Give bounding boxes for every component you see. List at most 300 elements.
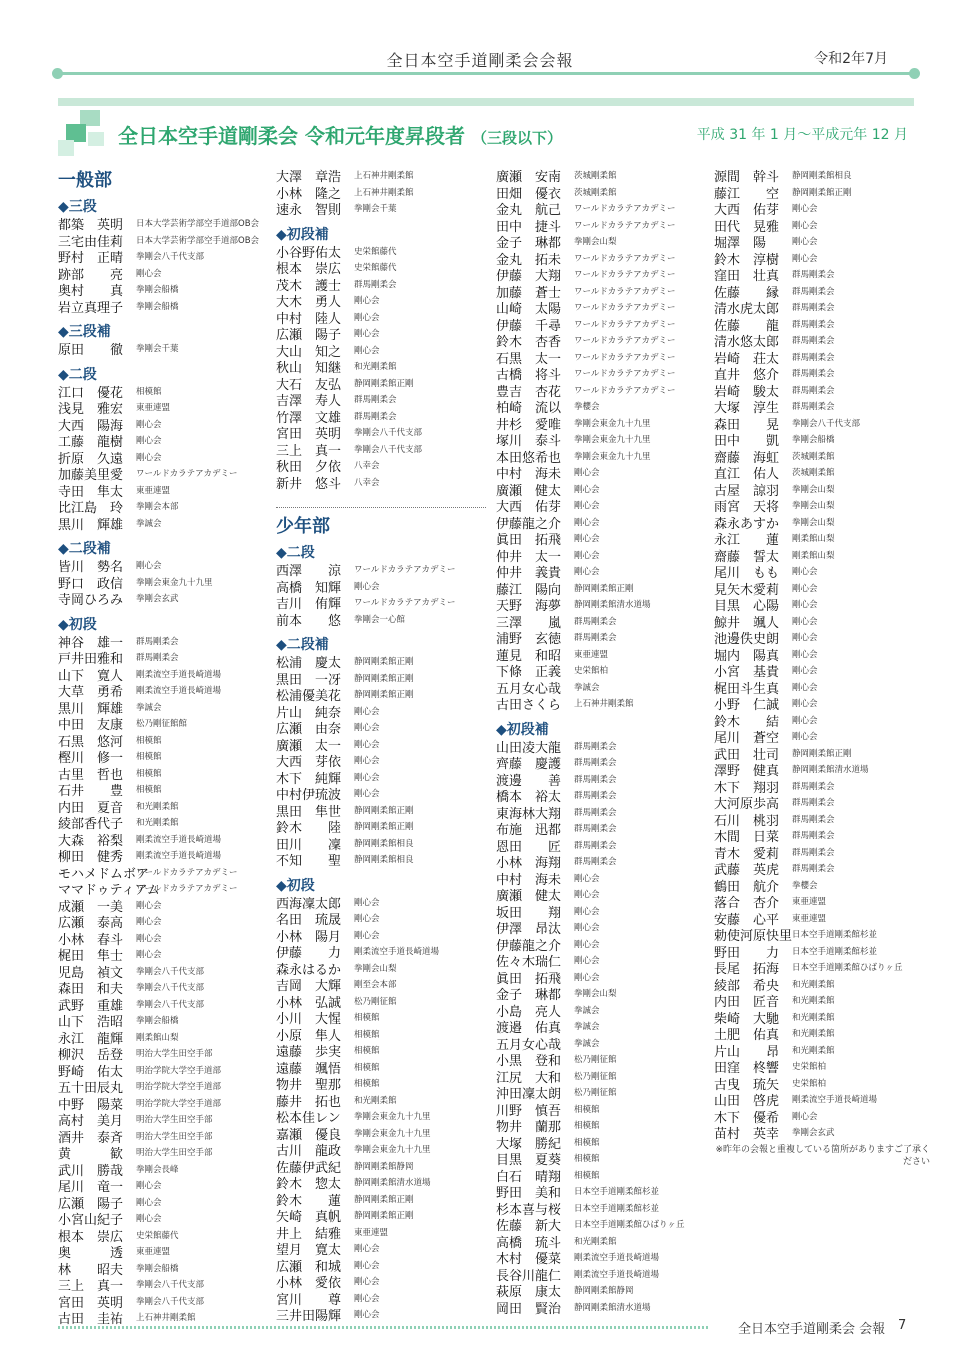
list-item [276,654,498,671]
person-name: 松本佳レン [276,1111,341,1126]
dojo-name: ワールドカラテアカデミー [574,204,676,214]
person-name: 下條 正義 [496,665,562,680]
person-name: 中村 海未 [496,872,562,887]
person-name: 天野 海夢 [496,599,562,614]
person-name: 山下 浩昭 [58,1015,124,1030]
main-title-text: 全日本空手道剛柔会 令和元年度昇段者 [118,124,465,148]
list-item [58,997,280,1014]
person-name: 古川 龍政 [276,1144,342,1159]
person-name: 吉澤 寿人 [276,394,342,409]
dojo-name: 剛心会 [792,666,818,676]
list-item [714,432,936,449]
person-name: 野村 正晴 [58,251,124,266]
list-item [276,1225,498,1242]
list-item [58,815,280,832]
list-item [496,317,718,334]
dojo-name: 拳櫻会 [574,402,600,412]
header-rule [58,72,914,75]
list-item [496,838,718,855]
dojo-name: 剛心会 [792,699,818,709]
list-item [714,350,936,367]
person-name: 杉本喜与桜 [496,1202,562,1217]
list-item [496,350,718,367]
person-name: 仲井 太一 [496,549,562,564]
list-item [714,630,936,647]
list-item [276,359,498,376]
dojo-name: 群馬剛柔会 [792,352,835,363]
dojo-name: 剛心会 [354,296,380,306]
dojo-name: 拳剛会八千代支部 [136,999,205,1010]
person-name: 小林 愛依 [276,1276,342,1291]
list-item [58,865,280,882]
person-name: 加藤美里愛 [58,468,124,483]
person-name: 野口 政信 [58,576,124,591]
person-name: 速永 智則 [276,203,342,218]
person-name: 田畑 優衣 [496,186,562,201]
dojo-name: 静岡剛柔館清水道場 [574,1302,651,1313]
dojo-name: 剛至会本部 [354,980,397,990]
person-name: 林 昭夫 [58,1262,124,1277]
dojo-name: 剛心会 [792,220,818,231]
person-name: 大石 友弘 [276,377,342,392]
dojo-name: 八幸会 [354,461,380,471]
list-item [496,1234,718,1251]
list-item [276,961,498,978]
dojo-name: ワールドカラテアカデミー [354,565,456,575]
dojo-name: 群馬剛柔会 [574,774,617,785]
person-name: 石黒 悠河 [58,734,124,749]
list-item [276,1027,498,1044]
dojo-name: ワールドカラテアカデミー [574,369,676,379]
list-item [58,683,280,700]
person-name: 森田 晃 [714,417,780,432]
person-name: 広瀬 由奈 [276,722,342,737]
list-item [276,720,498,737]
person-name: 内田 匠音 [714,995,780,1010]
dojo-name: 剛心会 [354,345,380,356]
person-name: 坂田 翔 [496,905,562,920]
dojo-name: 拳剛会八千代支部 [136,1296,205,1307]
list-item [58,1178,280,1195]
dojo-name: 茨城剛柔館 [574,187,617,198]
person-name: 小野 仁誠 [714,698,780,713]
section-heading: 少年部 [276,516,330,537]
dojo-name: 拳誠会 [574,682,600,693]
list-item [496,300,718,317]
list-item [58,1030,280,1047]
list-item [714,185,936,202]
list-item [58,799,280,816]
block-gap [58,532,280,540]
person-name: 雨宮 天将 [714,500,780,515]
dojo-name: 剛心会 [574,468,600,478]
list-item [714,234,936,251]
person-name: 井杉 愛唯 [496,417,562,432]
dojo-name: 剛心会 [792,715,818,726]
person-name: 木村 優菜 [496,1252,562,1267]
list-item [276,458,498,475]
dojo-name: 剛心会 [792,649,818,660]
person-name: 渡邊 善 [496,773,562,788]
person-name: 長谷川龍仁 [496,1268,562,1283]
dojo-name: 剛心会 [574,501,600,511]
person-name: 五月女心哉 [496,1037,562,1052]
list-item [496,234,718,251]
person-name: 秋山 知継 [276,361,342,376]
list-item [496,168,718,185]
list-item [276,1291,498,1308]
person-name: 寺岡ひろみ [58,593,124,608]
person-name: 小宮山紀子 [58,1213,124,1228]
list-item [58,634,280,651]
dojo-name: 剛心会 [354,772,380,783]
person-name: 中野 陽菜 [58,1097,124,1112]
dojo-name: 拳剛会船橋 [792,435,835,445]
person-name: 中村 陸人 [276,311,342,326]
list-item [714,201,936,218]
dojo-name: 静岡剛柔館正剛 [354,657,414,667]
list-item [276,343,498,360]
list-item [276,836,498,853]
list-item [58,384,280,401]
dojo-name: 剛心会 [136,419,162,430]
list-item [714,713,936,730]
header-title: 全日本空手道剛柔会会報 [386,51,574,70]
list-item [496,1151,718,1168]
person-name: 森永あすか [714,516,780,531]
list-item [496,1085,718,1102]
list-item [496,416,718,433]
dojo-name: 拳剛会八千代支部 [136,966,205,977]
person-name: 目黒 心陽 [714,599,780,614]
dojo-name: 相模館 [354,1079,380,1089]
rank-heading: ◆初段補 [496,721,549,738]
dojo-name: 群馬剛柔会 [574,633,617,643]
person-name: 眞田 拓飛 [496,971,562,986]
list-item [714,614,936,631]
person-name: 浅見 雅宏 [58,402,124,417]
dojo-name: 和光剛柔館 [792,996,835,1006]
person-name: 大西 芽依 [276,755,342,770]
list-item [276,1142,498,1159]
dojo-name: 松乃剛征館 [574,1071,617,1082]
list-item [58,466,280,483]
list-item [276,770,498,787]
person-name: 古田 圭祐 [58,1312,124,1327]
person-name: 川野 慎吾 [496,1103,562,1118]
list-item [276,595,498,612]
person-name: 物井 聖那 [276,1078,342,1093]
list-item [276,244,498,261]
list-item [714,1010,936,1027]
dojo-name: 静岡剛柔館正剛 [574,583,634,594]
list-item [276,671,498,688]
list-item [714,663,936,680]
dojo-name: 剛心会 [354,739,380,750]
list-item [58,881,280,898]
person-name: 古田さくら [496,698,562,713]
list-item [714,548,936,565]
person-name: 廣瀬 太一 [276,738,342,753]
dojo-name: 剛心会 [792,732,818,742]
dojo-name: 相模館 [574,1104,600,1115]
dojo-name: 和光剛柔館 [792,979,835,990]
list-item [58,1145,280,1162]
person-name: 鯨井 颯人 [714,615,780,630]
dojo-name: 相模館 [136,768,162,779]
list-item [496,1267,718,1284]
person-name: 名田 琉晟 [276,913,342,928]
list-item [714,333,936,350]
dojo-name: 剛心会 [354,1244,380,1254]
person-name: 伊澤 昂汰 [496,922,562,937]
person-name: 西澤 涼 [276,564,342,579]
list-item [496,218,718,235]
dojo-name: ワールドカラテアカデミー [136,469,238,479]
person-name: 古里 哲也 [58,767,124,782]
person-name: 塚川 泰斗 [496,434,562,449]
person-name: 廣瀬 安南 [496,170,562,185]
dojo-name: 剛心会 [136,452,162,463]
person-name: 木下 翔羽 [714,780,780,795]
person-name: 廣瀬 健太 [496,889,562,904]
dojo-name: 拳剛会東金九十九里 [354,1128,431,1139]
dojo-name: 和光剛柔館 [136,801,179,812]
dojo-name: 群馬剛柔会 [792,864,835,874]
dojo-name: 明治大学生田空手部 [136,1148,213,1158]
person-name: 酒井 泰斉 [58,1130,124,1145]
list-item [276,326,498,343]
column-2 [276,168,498,1324]
list-item [496,1069,718,1086]
dojo-name: 剛心会 [354,756,380,766]
dojo-name: 静岡剛柔館相良 [354,855,414,865]
list-item [58,417,280,434]
list-item [496,498,718,515]
dojo-name: ワールドカラテアカデミー [574,220,676,231]
person-name: 遠藤 歩実 [276,1045,342,1060]
list-item [58,832,280,849]
person-name: 森田 和夫 [58,982,124,997]
person-name: 仲井 義貴 [496,566,562,581]
person-name: 伊藤 大翔 [496,269,562,284]
person-name: 三上 真一 [58,1279,124,1294]
list-item [496,1168,718,1185]
dojo-name: 拳剛会山梨 [574,989,617,999]
person-name: 竹澤 文雄 [276,410,342,425]
dojo-name: 剛心会 [574,534,600,544]
list-item [276,277,498,294]
dojo-name: 剛心会 [574,550,600,561]
list-item [714,1109,936,1126]
dojo-name: 和光剛柔館 [354,362,397,372]
dojo-name: 相模館 [136,386,162,397]
person-name: 比江島 玲 [58,501,124,516]
person-name: 加藤 蒼士 [496,285,562,300]
person-name: 折原 久遠 [58,451,124,466]
list-item [714,581,936,598]
person-name: 東海林大翔 [496,806,562,821]
list-item [276,1093,498,1110]
list-item [496,449,718,466]
dojo-name: 日本空手道剛柔館杉並 [792,930,878,940]
person-name: 伊藤 千尋 [496,318,562,333]
person-name: 堀内 陽真 [714,648,780,663]
dojo-name: 群馬剛柔会 [574,824,617,834]
person-name: 金子 琳都 [496,988,562,1003]
list-item [58,931,280,948]
list-item [714,267,936,284]
person-name: 澤野 健真 [714,764,780,779]
list-item [714,828,936,845]
person-name: 尾川 もも [714,566,780,581]
list-item [714,449,936,466]
dojo-name: ワールドカラテアカデミー [136,884,238,894]
dojo-name: 拳剛会長峰 [136,1164,179,1175]
person-name: 鈴木 惣太 [276,1177,342,1192]
list-item [276,928,498,945]
person-name: 齊藤 慶護 [496,757,562,772]
person-name: 柏崎 流以 [496,401,562,416]
list-item [496,1118,718,1135]
dojo-name: 日本空手道剛柔館杉並 [574,1187,660,1197]
person-name: 古橋 将斗 [496,368,562,383]
person-name: 寺田 隼太 [58,484,124,499]
dojo-name: 静岡剛柔館相良 [354,838,414,849]
dojo-name: 群馬剛柔会 [792,402,835,412]
list-item [496,1300,718,1317]
dojo-name: 明治学院大学空手道部 [136,1098,222,1109]
list-item [276,425,498,442]
dojo-name: 拳剛会東金九十九里 [354,1112,431,1122]
list-item [714,762,936,779]
list-item [276,1274,498,1291]
list-item [276,737,498,754]
dojo-name: 拳剛会東金九十九里 [354,1145,431,1155]
dojo-name: 日本空手道剛柔館杉並 [574,1203,660,1214]
dojo-name: 剛心会 [354,789,380,799]
person-name: 小林 弘誠 [276,995,342,1010]
dojo-name: 群馬剛柔会 [792,303,835,313]
list-item [276,310,498,327]
block-gap [496,713,718,721]
person-name: 大山 知之 [276,344,342,359]
dojo-name: 拳誠会 [574,1005,600,1016]
person-name: 吉岡 大輝 [276,979,342,994]
list-item [714,383,936,400]
dojo-name: 剛心会 [792,253,818,264]
rank-heading: ◆二段補 [58,541,111,557]
dojo-name: 剛心会 [792,1111,818,1122]
person-name: 窪田 壮真 [714,269,780,284]
dojo-name: 群馬剛柔会 [792,270,835,280]
deco-band [58,98,914,106]
dojo-name: 群馬剛柔会 [574,840,617,851]
dojo-name: 剛心会 [574,956,600,966]
list-item [276,1010,498,1027]
list-item [714,416,936,433]
list-item [58,341,280,358]
dojo-name: 茨城剛柔館 [792,468,835,478]
list-item [58,575,280,592]
dojo-name: 剛心会 [354,914,380,924]
person-name: 目黒 夏葵 [496,1153,562,1168]
person-name: 大西 陽海 [58,418,124,433]
person-name: 武野 重雄 [58,998,124,1013]
rank-heading: ◆三段 [58,199,97,215]
person-name: 大木 勇人 [276,295,342,310]
dojo-name: ワールドカラテアカデミー [354,598,456,608]
person-name: 佐藤 縁 [714,285,780,300]
dojo-name: 拳誠会 [136,518,162,529]
list-item [58,1195,280,1212]
dojo-name: ワールドカラテアカデミー [574,253,676,264]
person-name: 見矢木愛莉 [714,582,780,597]
list-item [276,579,498,596]
dojo-name: ワールドカラテアカデミー [574,336,676,346]
list-item [276,1159,498,1176]
list-item [496,680,718,697]
person-name: 尾川 竜一 [58,1180,124,1195]
page-number: 7 [898,1318,907,1333]
dojo-name: 拳剛会山梨 [792,484,835,495]
person-name: 矢崎 真帆 [276,1210,342,1225]
dojo-name: 拳剛会八千代支部 [354,444,423,455]
list-item [58,1096,280,1113]
person-name: 佐藤 新大 [496,1219,562,1234]
list-item [58,964,280,981]
list-item [58,716,280,733]
dojo-name: 茨城剛柔館 [792,451,835,462]
dojo-name: 剛心会 [354,706,380,717]
list-item [58,980,280,997]
dojo-name: 上石神井剛柔館 [136,1313,196,1323]
dojo-name: 相模館 [574,1137,600,1148]
dojo-name: 群馬剛柔会 [136,653,179,663]
dojo-name: ワールドカラテアカデミー [574,270,676,280]
dojo-name: 群馬剛柔会 [354,279,397,290]
list-item [276,168,498,185]
dojo-name: 剛心会 [574,906,600,917]
person-name: 大草 勇希 [58,685,124,700]
person-name: 小林 春斗 [58,932,124,947]
dojo-name: 史栄館藤代 [136,1230,179,1241]
dojo-name: 剛柔流空手道長崎道場 [136,851,222,861]
dojo-name: 剛心会 [574,923,600,933]
dojo-name: 静岡剛柔館正剛 [354,1211,414,1221]
dojo-name: ワールドカラテアカデミー [574,352,676,363]
person-name: 佐藤伊武紀 [276,1160,342,1175]
list-item [276,803,498,820]
person-name: 金丸 拓未 [496,252,562,267]
dojo-name: 剛心会 [136,900,162,911]
dojo-name: 相模館 [574,1121,600,1131]
person-name: 苗村 英幸 [714,1127,780,1142]
person-name: 橋本 裕太 [496,790,562,805]
person-name: 小黒 登和 [496,1054,562,1069]
dojo-name: 静岡剛柔館正剛 [792,187,852,198]
person-name: 神谷 雄一 [58,635,124,650]
list-item [714,1059,936,1076]
list-item [58,591,280,608]
dojo-name: 剛柔流空手道長崎道場 [792,1095,878,1105]
person-name: 野田 美和 [496,1186,562,1201]
list-item [714,515,936,532]
person-name: 大塚 勝紀 [496,1136,562,1151]
dojo-name: 剛心会 [792,204,818,214]
list-item [714,482,936,499]
list-item [58,450,280,467]
